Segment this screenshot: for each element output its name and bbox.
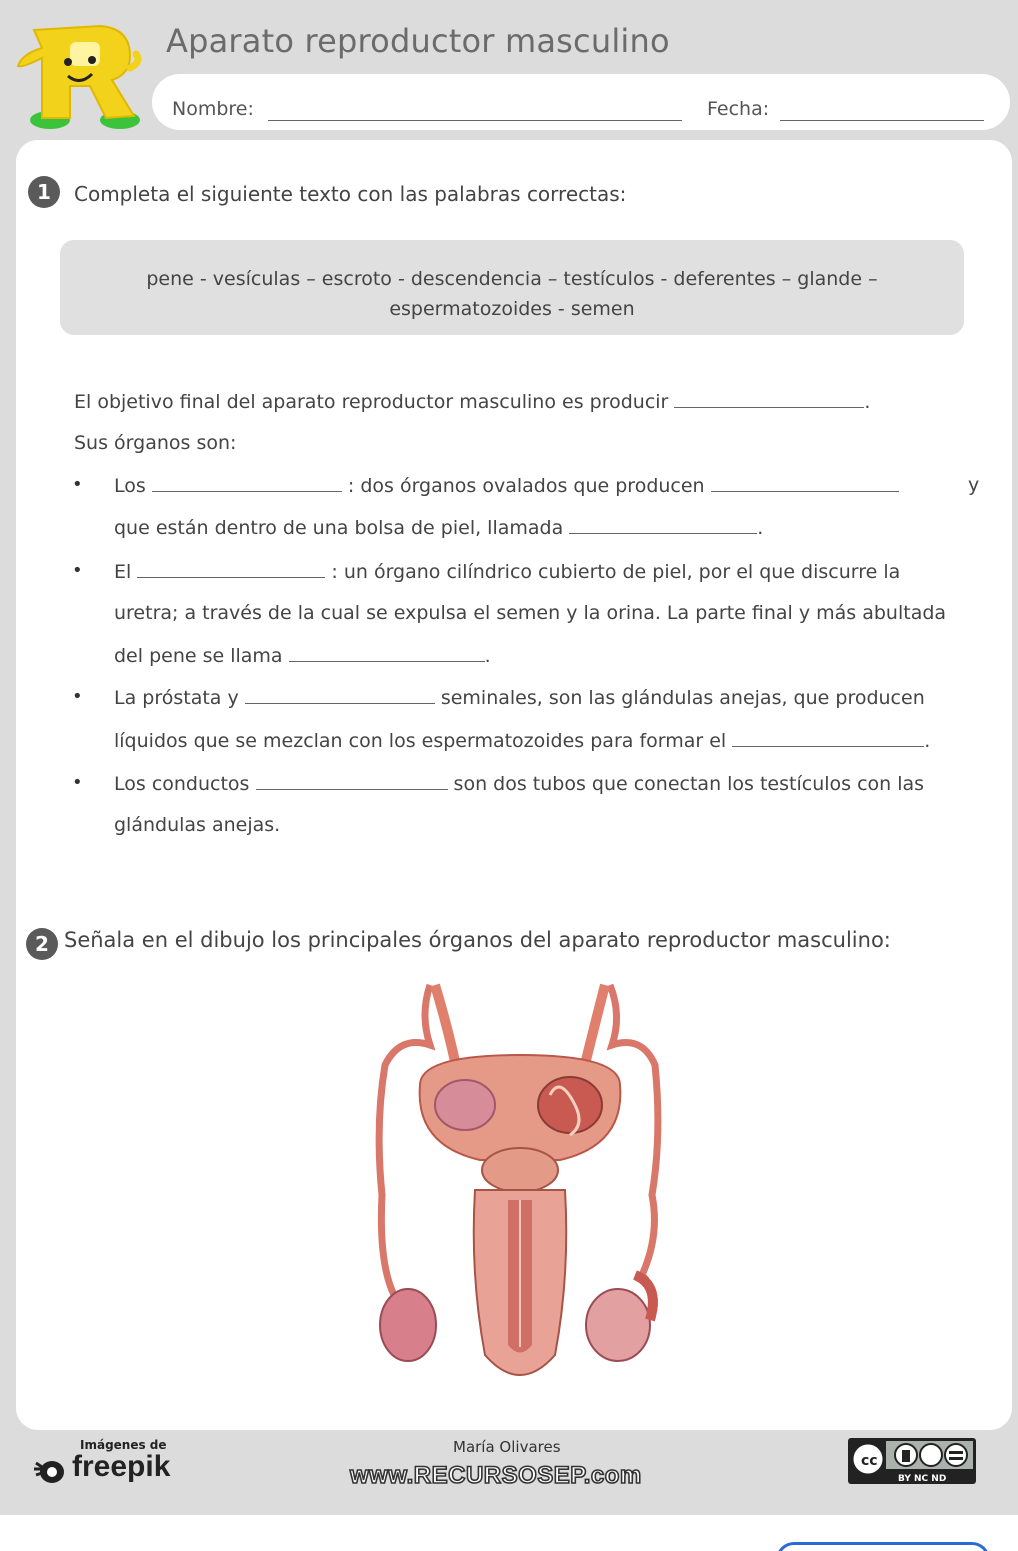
images-credit: Imágenes de	[80, 1438, 167, 1452]
bullet-1: •	[72, 474, 83, 495]
blank-deferentes[interactable]	[256, 772, 448, 790]
bullet-2-line-1: El : un órgano cilíndrico cubierto de piel, por el que discurre la	[114, 561, 901, 583]
section-2-number: 2	[26, 928, 58, 960]
bullet-3-line-1: La próstata y seminales, son las glándulas anejas, que producen	[114, 687, 925, 709]
name-label: Nombre:	[172, 98, 254, 120]
intro-sentence: El objetivo final del aparato reproductor masculino es producir .	[74, 391, 871, 413]
freepik-logo-icon	[30, 1455, 70, 1485]
bullet-1-line-1: Los : dos órganos ovalados que producen	[114, 474, 899, 497]
blank-testiculos[interactable]	[152, 474, 342, 492]
website-link[interactable]: www.RECURSOSEP.com	[350, 1462, 642, 1489]
bullet-2: •	[72, 560, 83, 581]
blank-glande[interactable]	[289, 644, 485, 662]
section-1-instruction: Completa el siguiente texto con las palabras correctas:	[74, 182, 627, 206]
word-bank-line-2: espermatozoides - semen	[389, 298, 635, 320]
mascot-r-logo	[12, 18, 142, 130]
blank-escroto[interactable]	[569, 516, 757, 534]
bullet-1-y: y	[968, 474, 980, 496]
date-field[interactable]	[780, 120, 984, 121]
svg-text:cc: cc	[861, 1453, 878, 1469]
section-2-instruction: Señala en el dibujo los principales órganos del aparato reproductor masculino:	[64, 928, 891, 952]
bullet-3-line-2: líquidos que se mezclan con los espermatozoides para formar el .	[114, 730, 931, 752]
name-date-bar	[152, 74, 1010, 130]
bullet-4-line-1: Los conductos son dos tubos que conectan los testículos con las	[114, 773, 925, 795]
blank-semen[interactable]	[732, 729, 924, 747]
word-bank	[60, 240, 964, 335]
date-label: Fecha:	[707, 98, 770, 120]
license-label: BY NC ND	[898, 1474, 947, 1484]
blank-vesiculas[interactable]	[245, 686, 435, 704]
blank-descendencia[interactable]	[674, 390, 864, 408]
freepik-logo: freepik	[72, 1450, 171, 1483]
author-name: María Olivares	[453, 1438, 561, 1456]
blank-espermatozoides[interactable]	[711, 474, 899, 492]
bullet-2-line-2: uretra; a través de la cual se expulsa el semen y la orina. La parte final y más abultada	[114, 602, 947, 624]
bullet-1-line-2: que están dentro de una bolsa de piel, llamada .	[114, 517, 764, 539]
organs-label: Sus órganos son:	[74, 432, 237, 454]
bullet-4: •	[72, 772, 83, 793]
bullet-3: •	[72, 686, 83, 707]
bottom-action-button[interactable]	[776, 1542, 990, 1551]
creative-commons-license-badge	[848, 1438, 976, 1484]
name-field[interactable]	[268, 120, 682, 121]
section-1-number: 1	[28, 176, 60, 208]
page-title: Aparato reproductor masculino	[166, 22, 670, 60]
bullet-4-line-2: glándulas anejas.	[114, 814, 281, 836]
blank-pene[interactable]	[137, 560, 325, 578]
male-reproductive-illustration	[360, 975, 690, 1395]
word-bank-line-1: pene - vesículas – escroto - descendencia – testículos - deferentes – glande –	[146, 268, 878, 290]
bullet-2-line-3: del pene se llama .	[114, 645, 491, 667]
